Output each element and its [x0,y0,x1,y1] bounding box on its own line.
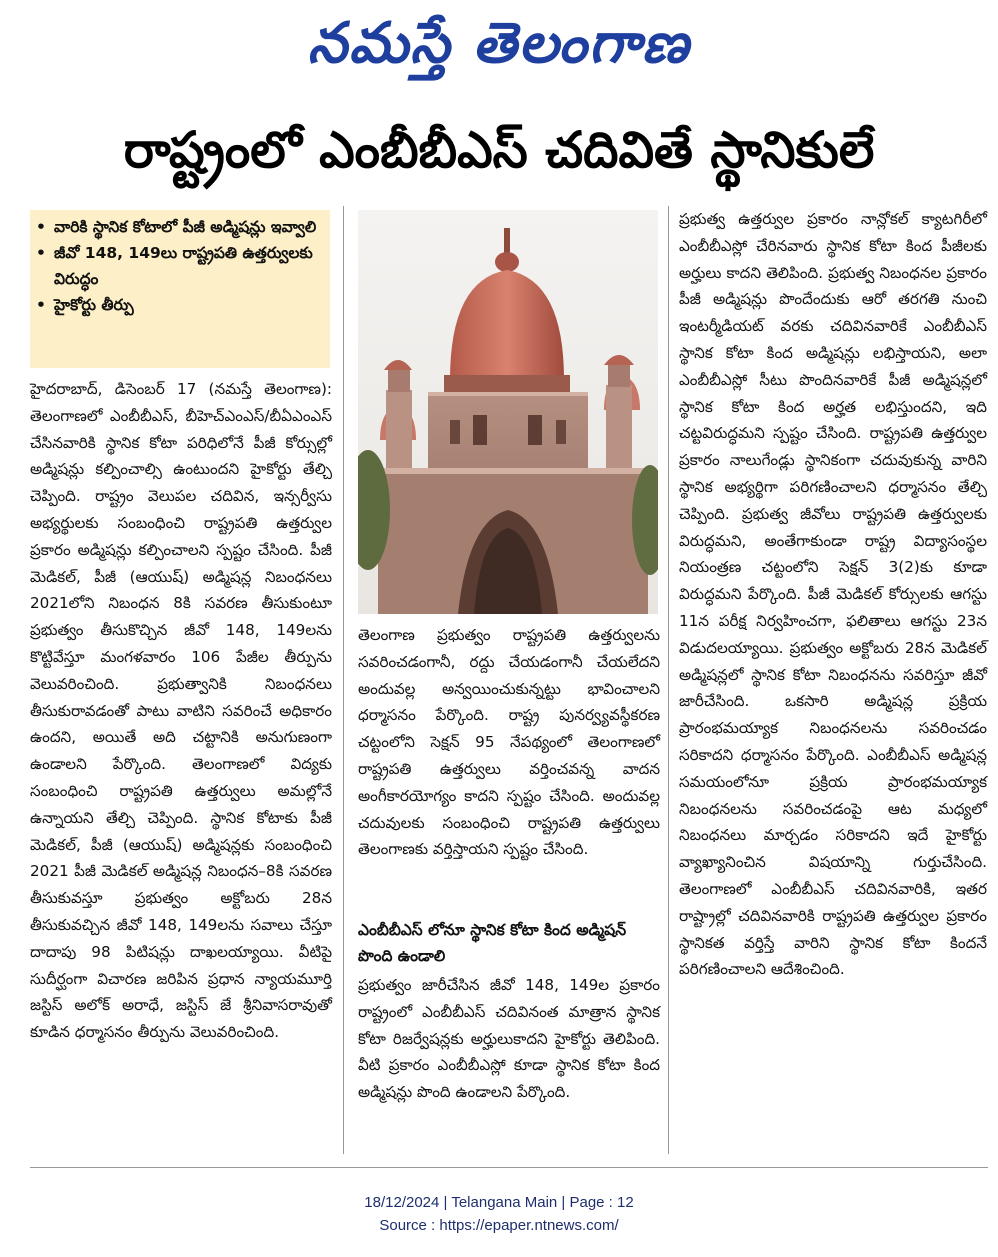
article-column-3 [679,206,987,983]
article-column-1 [30,376,332,1046]
highlight-text: జీవో 148, 149లు రాష్ట్రపతి ఉత్తర్వులకు విరుద్ధం [54,244,313,288]
article-column-2-continued [358,972,660,1106]
headline: రాష్ట్రంలో ఎంబీబీఎస్ చదివితే స్థానికులే [123,121,875,179]
article-column-2 [358,622,660,863]
subheading: ఎంబీబీఎస్ లోనూ స్థానిక కోటా కింద అడ్మిషన్ పొంది ఉండాలి [358,921,627,965]
article-paragraph: ప్రభుత్వం జారీచేసిన జీవో 148, 149ల ప్రకారం రాష్ట్రంలో ఎంబీబీఎస్ చదివినంత మాత్రాన స్థానిక కోటా రిజర్వేషన్లకు అర్హులుకాదని హైకోర్టు తెలిపింది. వీటి ప్రకారం ఎంబీబీఎస్లో కూడా స్థానిక కోటా కింద అడ్మిషన్లు పొంది ఉండాలని పేర్కొంది. [358,976,660,1102]
article-paragraph: హైదరాబాద్, డిసెంబర్ 17 (నమస్తే తెలంగాణ): తెలంగాణలో ఎంబీబీఎస్, బీహెచ్ఎంఎస్/బీఏఎంఎస్ చేసినవారికి స్థానిక కోటా పరిధిలోనే పీజీ కోర్సుల్లో అడ్మిషన్లు కల్పించాల్సి ఉంటుందని హైకోర్టు తేల్చి చెప్పింది. రాష్ట్రం వెలుపల చదివిన, ఇన్సర్వీసు అభ్యర్థులకు సంబంధించి రాష్ట్రపతి ఉత్తర్వుల ప్రకారం అడ్మిషన్లు కల్పించాలని స్పష్టం చేసింది. పీజీ మెడికల్, పీజీ (ఆయుష్) అడ్మిషన్ల నిబంధనలు 2021లోని నిబంధన 8కి సవరణ తీసుకుంటూ ప్రభుత్వం తీసుకొచ్చిన జీవో 148, 149లను కొట్టివేస్తూ మంగళవారం 106 పేజీల తీర్పును వెలువరించింది. ప్రభుత్వానికి నిబంధనలు తీసుకురావడంతో పాటు వాటిని సవరించే అధికారం ఉందని, అయితే అది చట్టానికి అనుగుణంగా ఉండాలని పేర్కొంది. తెలంగాణలో విద్యకు సంబంధించి రాష్ట్రపతి ఉత్తర్వులు అమల్లోనే ఉన్నాయని తేల్చి చెప్పింది. స్థానిక కోటాకు పీజీ మెడికల్, పీజీ (ఆయుష్) అడ్మిషన్లకు సంబంధించి 2021 పీజీ మెడికల్ అడ్మిషన్ల నిబంధన–8కి సవరణ తీసుకువస్తూ ప్రభుత్వం అక్టోబరు 28న తీసుకువచ్చిన జీవో 148, 149లను సవాలు చేస్తూ దాదాపు 98 పిటిషన్లు దాఖలయ్యాయి. వీటిపై సుదీర్ఘంగా విచారణ జరిపిన ప్రధాన న్యాయమూర్తి జస్టిస్ అలోక్ అరాధే, జస్టిస్ జే శ్రీనివాసరావుతో కూడిన ధర్మాసనం తీర్పును వెలువరించింది. [30,380,332,1042]
footer-rule [30,1167,988,1168]
column-divider [343,206,344,1154]
highlights-box [30,210,330,368]
column-divider [668,206,669,1154]
highlight-text: వారికి స్థానిక కోటాలో పీజీ అడ్మిషన్లు ఇవ్వాలి [54,218,317,236]
article-paragraph: ప్రభుత్వ ఉత్తర్వుల ప్రకారం నాన్లోకల్ క్యాటగిరీలో ఎంబీబీఎస్లో చేరినవారు స్థానిక కోటా కింద పీజీలకు అర్హులు కాదని తెలిపింది. ప్రభుత్వ నిబంధనల ప్రకారం పీజీ అడ్మిషన్లు పొందేందుకు ఆరో తరగతి నుంచి ఇంటర్మీడియట్ వరకు చదివినవారికే ఎంబీబీఎస్ స్థానిక కోటా కింద అడ్మిషన్లు లభిస్తాయని, అలా ఎంబీబీఎస్లో సీటు పొందినవారికే పీజీ అడ్మిషన్లలో స్థానిక కోటా కింద అర్హత లభిస్తుందని, ఇది చట్టవిరుద్ధమని స్పష్టం చేసింది. రాష్ట్రపతి ఉత్తర్వుల ప్రకారం నాలుగేండ్లు స్థానికంగా చదువుకున్న వారిని స్థానిక అభ్యర్థిగా పరిగణించాలని ధర్మాసనం తేల్చి చెప్పింది. ప్రభుత్వ జీవోలు రాష్ట్రపతి ఉత్తర్వులకు విరుద్ధమని, అంతేగాకుండా రాష్ట్ర విద్యాసంస్థల నియంత్రణ చట్టంలోని సెక్షన్ 3(2)కు కూడా విరుద్ధమని పేర్కొంది. పీజీ మెడికల్ కోర్సులకు ఆగస్టు 11న పరీక్ష నిర్వహించగా, ఫలితాలు ఆగస్టు 23న విడుదలయ్యాయి. ప్రభుత్వం అక్టోబరు 28న మెడికల్ అడ్మిషన్లలో స్థానిక కోటా నిబంధనను సవరిస్తూ జీవో జారీచేసింది. ఒకసారి అడ్మిషన్ల ప్రక్రియ ప్రారంభమయ్యాక నిబంధనలను సవరించడం సరికాదని ధర్మాసనం పేర్కొంది. ఎంబీబీఎస్ అడ్మిషన్ల సమయంలోనూ ప్రక్రియ ప్రారంభమయ్యాక నిబంధనలను సవరించడంపై ఆట మధ్యలో నిబంధనలు మార్చడం సరికాదని ఇదే హైకోర్టు వ్యాఖ్యానించిన విషయాన్ని గుర్తుచేసింది. తెలంగాణలో ఎంబీబీఎస్ చదివినవారికి, ఇతర రాష్ట్రాల్లో చదివినవారికి రాష్ట్రపతి ఉత్తర్వుల ప్రకారం స్థానికత వర్తిస్తే వారిని స్థానిక కోటా కిందనే పరిగణించాలని ఆదేశించింది. [679,210,987,979]
masthead-logo: నమస్తే తెలంగాణ [307,10,691,76]
footer-source: Source : https://epaper.ntnews.com/ [379,1217,619,1234]
highlight-item: • హైకోర్టు తీర్పు [36,292,324,318]
article-paragraph: తెలంగాణ ప్రభుత్వం రాష్ట్రపతి ఉత్తర్వులను సవరించడంగానీ, రద్దు చేయడంగానీ చేయలేదని అందువల్ల అన్వయించుకున్నట్టు భావించాలని ధర్మాసనం పేర్కొంది. రాష్ట్ర పునర్వ్యవస్థీకరణ చట్టంలోని సెక్షన్ 95 నేపథ్యంలో తెలంగాణలో రాష్ట్రపతి ఉత్తర్వులు వర్తించవన్న వాదన అంగీకారయోగ్యం కాదని స్పష్టం చేసింది. అందువల్ల చదువులకు సంబంధించి రాష్ట్రపతి ఉత్తర్వులు తెలంగాణకు వర్తిస్తాయని స్పష్టం చేసింది. [358,626,660,859]
high-court-building-image [358,210,658,614]
highlight-item: • జీవో 148, 149లు రాష్ట్రపతి ఉత్తర్వులకు విరుద్ధం [36,240,324,292]
footer-date-page: 18/12/2024 | Telangana Main | Page : 12 [364,1194,634,1211]
high-court-photo [358,210,658,614]
highlight-item: • వారికి స్థానిక కోటాలో పీజీ అడ్మిషన్లు ఇవ్వాలి [36,214,324,240]
highlight-text: హైకోర్టు తీర్పు [54,296,134,314]
